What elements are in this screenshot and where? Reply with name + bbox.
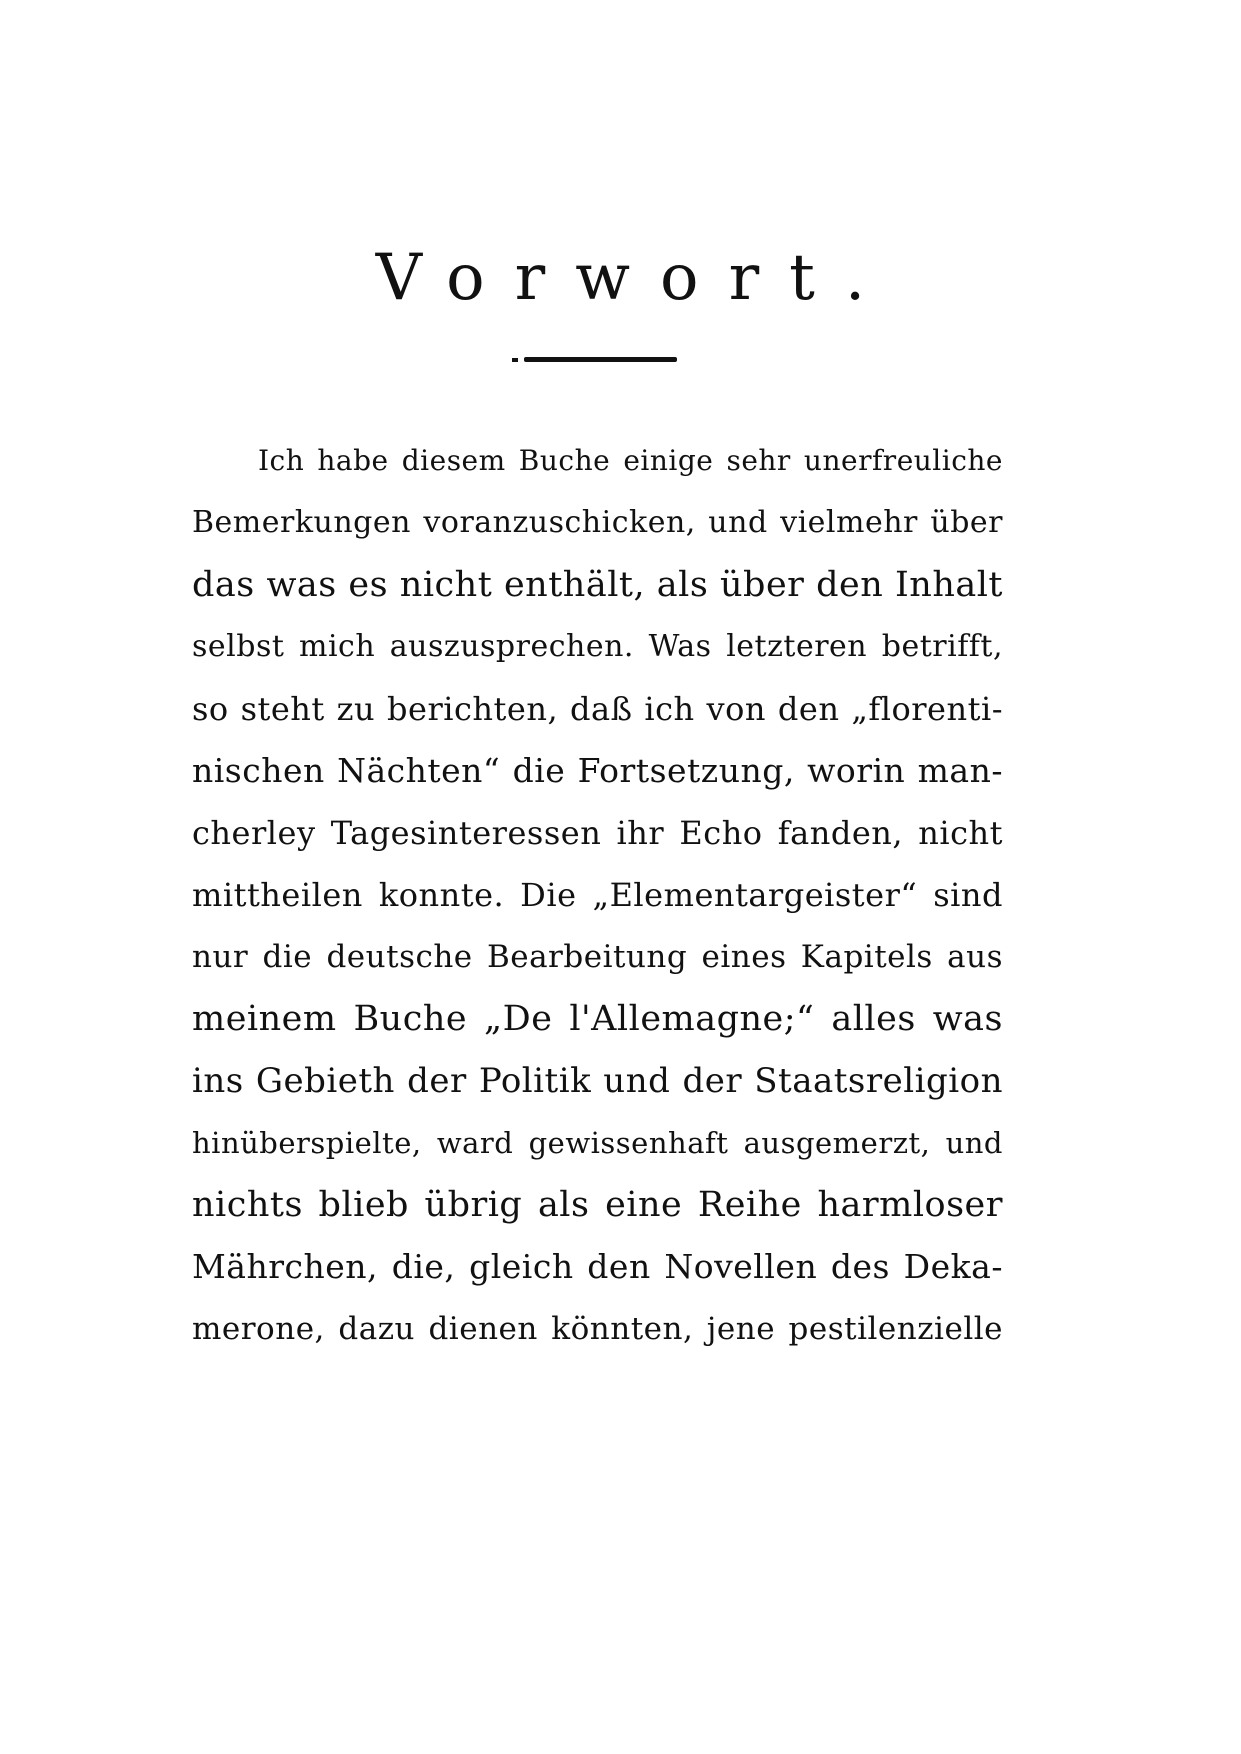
text-line: nur die deutsche Bearbeitung eines Kapitels aus: [192, 939, 1003, 975]
text-line: so steht zu berichten, daß ich von den „florenti-: [192, 690, 1003, 728]
text-line: ins Gebieth der Politik und der Staatsreligion: [192, 1061, 1003, 1101]
preface-paragraph: [192, 430, 1003, 1360]
text-line: nichts blieb übrig als eine Reihe harmloser: [192, 1185, 1003, 1225]
text-line: Ich habe diesem Buche einige sehr unerfreuliche: [258, 444, 1003, 477]
text-line: meinem Buche „De l'Allemagne;“ alles was: [192, 999, 1003, 1039]
text-line: Bemerkungen voranzuschicken, und vielmehr über: [192, 505, 1003, 540]
text-line: selbst mich auszusprechen. Was letzteren betrifft,: [192, 629, 1003, 664]
text-line: hinüberspielte, ward gewissenhaft ausgemerzt, und: [192, 1126, 1003, 1160]
text-line: mittheilen konnte. Die „Elementargeister“ sind: [192, 876, 1003, 914]
text-line: das was es nicht enthält, als über den Inhalt: [192, 565, 1003, 605]
title-divider: [524, 357, 677, 362]
text-line: Mährchen, die, gleich den Novellen des Deka-: [192, 1247, 1003, 1286]
title-rule-dot: [512, 358, 518, 362]
text-line: merone, dazu dienen könnten, jene pestilenzielle: [192, 1311, 1003, 1347]
text-line: cherley Tagesinteressen ihr Echo fanden, nicht: [192, 814, 1003, 852]
text-line: nischen Nächten“ die Fortsetzung, worin man-: [192, 751, 1003, 790]
page-title: Vorwort.: [375, 241, 896, 315]
